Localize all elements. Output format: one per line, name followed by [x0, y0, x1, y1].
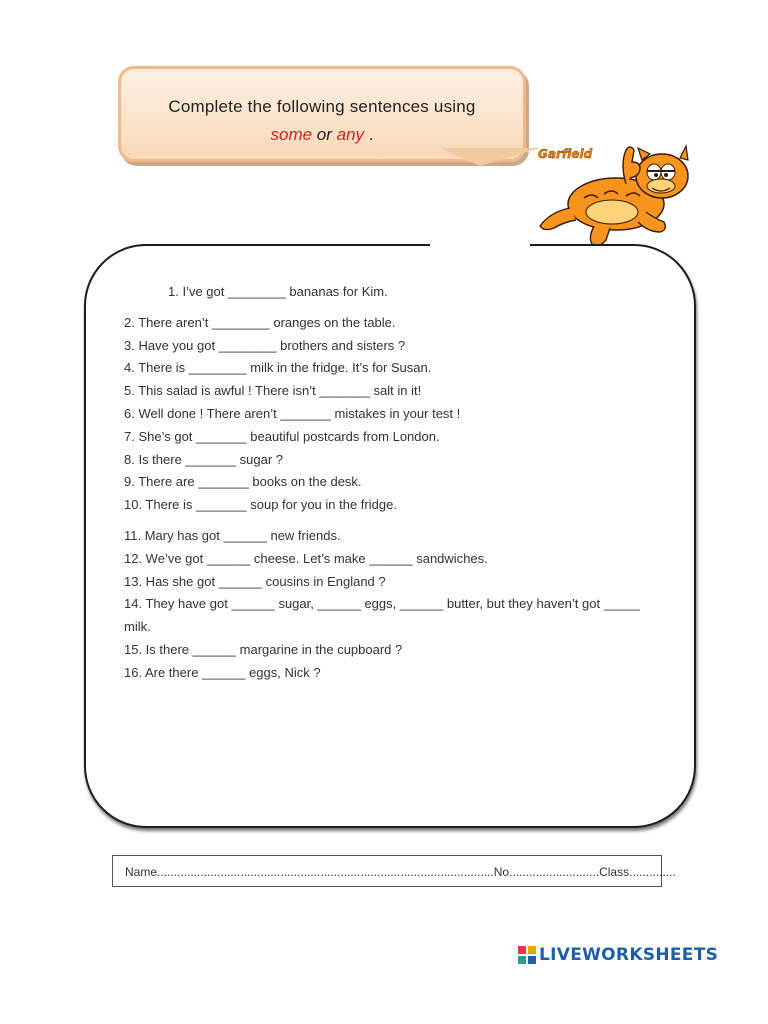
student-info-box: Name.....................................................................................................No...........................Class..............: [112, 855, 662, 887]
exercise-item: 15. Is there ______ margarine in the cupboard ?: [124, 641, 403, 657]
word-some: some: [270, 125, 313, 144]
exercise-list: [124, 281, 654, 685]
brand-name: LIVEWORKSHEETS: [539, 945, 719, 965]
word-or: or: [312, 125, 337, 144]
exercise-item: 6. Well done ! There aren’t _______ mistakes in your test !: [124, 405, 461, 421]
exercise-item: 9. There are _______ books on the desk.: [124, 474, 362, 490]
brand: [518, 944, 718, 966]
exercise-item: 13. Has she got ______ cousins in England ?: [124, 573, 386, 589]
frame-gap: [430, 240, 530, 248]
exercise-item: 4. There is ________ milk in the fridge. It’s for Susan.: [124, 360, 432, 376]
garfield-logo-text: Garfield: [538, 147, 593, 161]
instruction-period: .: [364, 125, 374, 144]
exercise-item: 11. Mary has got ______ new friends.: [124, 527, 341, 543]
liveworksheets-logo-icon: [518, 946, 536, 964]
garfield-mascot-icon: [534, 138, 704, 250]
exercise-item: 12. We’ve got ______ cheese. Let’s make ______ sandwiches.: [124, 550, 488, 566]
exercise-item: 2. There aren’t ________ oranges on the table.: [124, 314, 396, 330]
bubble-tail: [440, 148, 540, 166]
exercise-item: 3. Have you got ________ brothers and sisters ?: [124, 337, 406, 353]
exercise-item: 10. There is _______ soup for you in the fridge.: [124, 497, 397, 513]
exercise-item: 5. This salad is awful ! There isn’t _______ salt in it!: [124, 383, 422, 399]
exercise-item: 16. Are there ______ eggs, Nick ?: [124, 664, 321, 680]
instruction-text: Complete the following sentences using: [168, 97, 476, 116]
exercise-item: 8. Is there _______ sugar ?: [124, 451, 284, 467]
word-any: any: [336, 125, 365, 144]
exercise-item: 1. I’ve got ________ bananas for Kim.: [168, 284, 388, 299]
exercise-item: 7. She’s got _______ beautiful postcards from London.: [124, 428, 440, 444]
exercise-item: 14. They have got ______ sugar, ______ eggs, ______ butter, but they haven’t got _____ milk.: [124, 596, 640, 635]
instruction-words: [121, 125, 523, 145]
